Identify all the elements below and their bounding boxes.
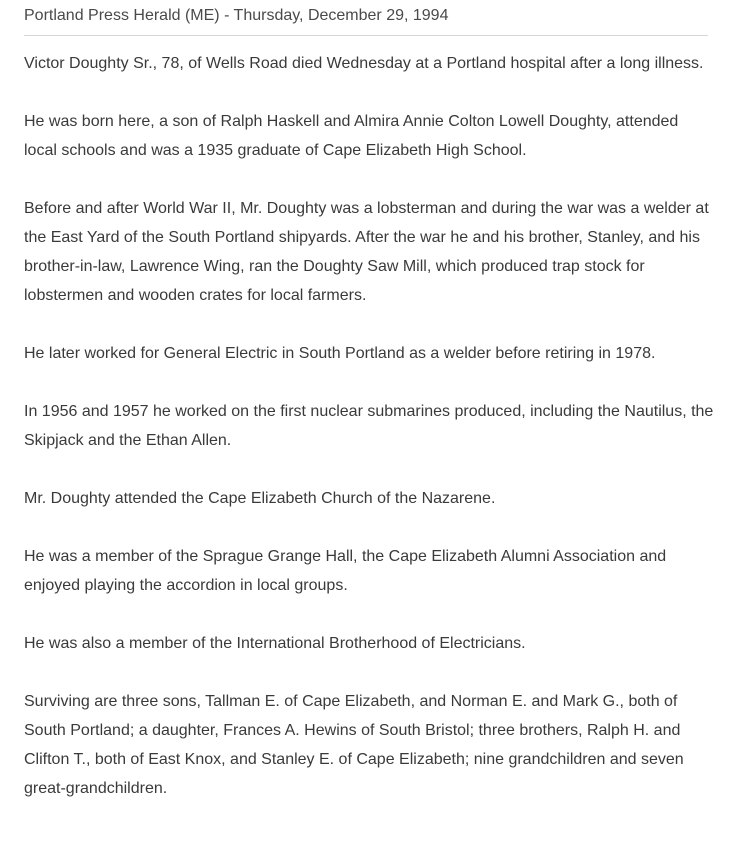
paragraph-death-notice: Victor Doughty Sr., 78, of Wells Road died Wednesday at a Portland hospital after a long illness. xyxy=(24,55,704,72)
paragraph-church: Mr. Doughty attended the Cape Elizabeth Church of the Nazarene. xyxy=(24,490,496,507)
header-divider xyxy=(24,35,708,36)
paragraph-survivors: Surviving are three sons, Tallman E. of Cape Elizabeth, and Norman E. and Mark G., both of South Portland; a daughter, Frances A. Hewins of South Bristol; three brothers, Ralph H. and Clifton T., both of East Knox, and Stanley E. of Cape Elizabeth; nine grandchildren and seven great-grandchildren. xyxy=(24,693,684,797)
publication-source-line: Portland Press Herald (ME) - Thursday, December 29, 1994 xyxy=(24,7,449,24)
paragraph-general-electric: He later worked for General Electric in South Portland as a welder before retiring in 1978. xyxy=(24,345,656,362)
paragraph-submarines: In 1956 and 1957 he worked on the first nuclear submarines produced, including the Nautilus, the Skipjack and the Ethan Allen. xyxy=(24,403,714,449)
paragraph-career-war: Before and after World War II, Mr. Doughty was a lobsterman and during the war was a welder at the East Yard of the South Portland shipyards. After the war he and his brother, Stanley, and his brother-in-law, Lawrence Wing, ran the Doughty Saw Mill, which produced trap stock for lobstermen and wooden crates for local farmers. xyxy=(24,200,709,304)
article-body xyxy=(24,49,714,803)
paragraph-brotherhood: He was also a member of the International Brotherhood of Electricians. xyxy=(24,635,526,652)
paragraph-early-life: He was born here, a son of Ralph Haskell and Almira Annie Colton Lowell Doughty, attended local schools and was a 1935 graduate of Cape Elizabeth High School. xyxy=(24,113,679,159)
paragraph-memberships: He was a member of the Sprague Grange Hall, the Cape Elizabeth Alumni Association and enjoyed playing the accordion in local groups. xyxy=(24,548,667,594)
